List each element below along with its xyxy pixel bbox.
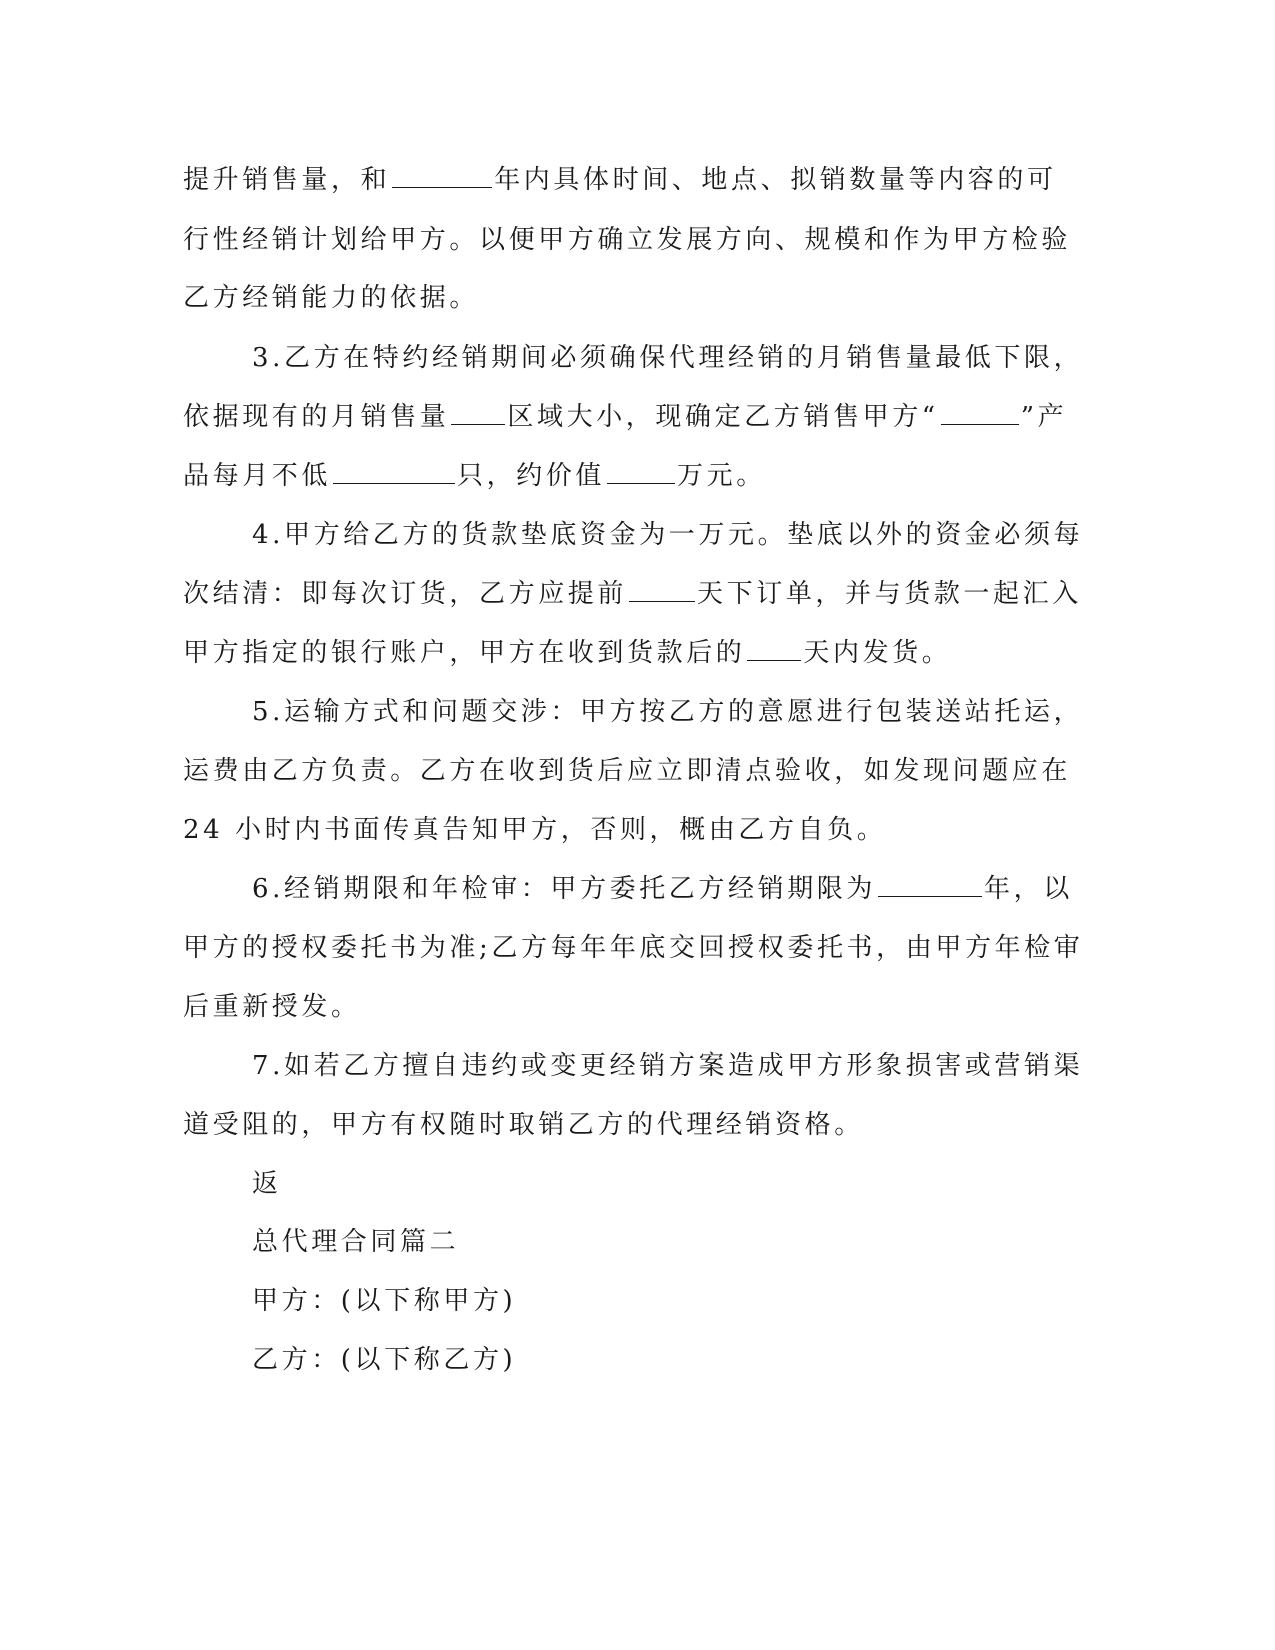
clause-5-start: 5.运输方式和问题交涉：甲方按乙方的意愿进行包装送站托运， [252, 697, 1084, 727]
text-segment: 天内发货。 [803, 638, 952, 668]
return-text: 返 [252, 1169, 282, 1199]
text-segment: 6.经销期限和年检审：甲方委托乙方经销期限为 [252, 874, 877, 904]
fill-in-blank [941, 402, 1019, 425]
paragraph-line: 道受阻的，甲方有权随时取销乙方的代理经销资格。 [183, 1110, 864, 1140]
clause-7-start: 7.如若乙方擅自违约或变更经销方案造成甲方形象损害或营销渠 [252, 1051, 1084, 1081]
clause-4-start: 4.甲方给乙方的货款垫底资金为一万元。垫底以外的资金必须每 [252, 520, 1084, 550]
paragraph-line: 24 小时内书面传真告知甲方，否则，概由乙方自负。 [183, 815, 887, 845]
fill-in-blank [451, 402, 505, 425]
clause-6-start [252, 873, 1073, 905]
party-b-line: 乙方：(以下称乙方) [252, 1345, 517, 1375]
text-segment: 提升销售量，和 [183, 165, 391, 195]
text-segment: 万元。 [677, 461, 766, 491]
fill-in-blank [392, 165, 492, 188]
clause-3-start: 3.乙方在特约经销期间必须确保代理经销的月销售量最低下限， [252, 343, 1084, 373]
text-segment: ”产 [1020, 402, 1068, 432]
text-segment: 品每月不低 [183, 461, 332, 491]
text-segment: 年，以 [984, 874, 1073, 904]
text-segment: 天下订单，并与货款一起汇入 [697, 579, 1082, 609]
text-segment: 区域大小，现确定乙方销售甲方“ [507, 402, 939, 432]
paragraph-line [183, 401, 1067, 433]
text-segment: 次结清：即每次订货，乙方应提前 [183, 579, 628, 609]
text-segment: 只，约价值 [457, 461, 606, 491]
paragraph-line: 甲方的授权委托书为准;乙方每年年底交回授权委托书，由甲方年检审 [183, 933, 1084, 963]
fill-in-blank [878, 874, 982, 897]
text-segment: 甲方指定的银行账户，甲方在收到货款后的 [183, 638, 746, 668]
paragraph-line: 后重新授发。 [183, 992, 361, 1022]
paragraph-line: 运费由乙方负责。乙方在收到货后应立即清点验收，如发现问题应在 [183, 756, 1072, 786]
text-segment: 年内具体时间、地点、拟销数量等内容的可 [494, 165, 1057, 195]
fill-in-blank [607, 461, 675, 484]
section-heading: 总代理合同篇二 [252, 1227, 460, 1257]
paragraph-line [183, 637, 951, 669]
paragraph-line: 行性经销计划给甲方。以便甲方确立发展方向、规模和作为甲方检验 [183, 225, 1072, 255]
paragraph-line: 乙方经销能力的依据。 [183, 283, 480, 313]
fill-in-blank [747, 638, 801, 661]
paragraph-line [183, 164, 1057, 196]
fill-in-blank [333, 461, 455, 484]
text-segment: 依据现有的月销售量 [183, 402, 450, 432]
paragraph-line [183, 578, 1082, 610]
fill-in-blank [629, 579, 695, 602]
party-a-line: 甲方：(以下称甲方) [252, 1286, 517, 1316]
paragraph-line [183, 460, 766, 492]
